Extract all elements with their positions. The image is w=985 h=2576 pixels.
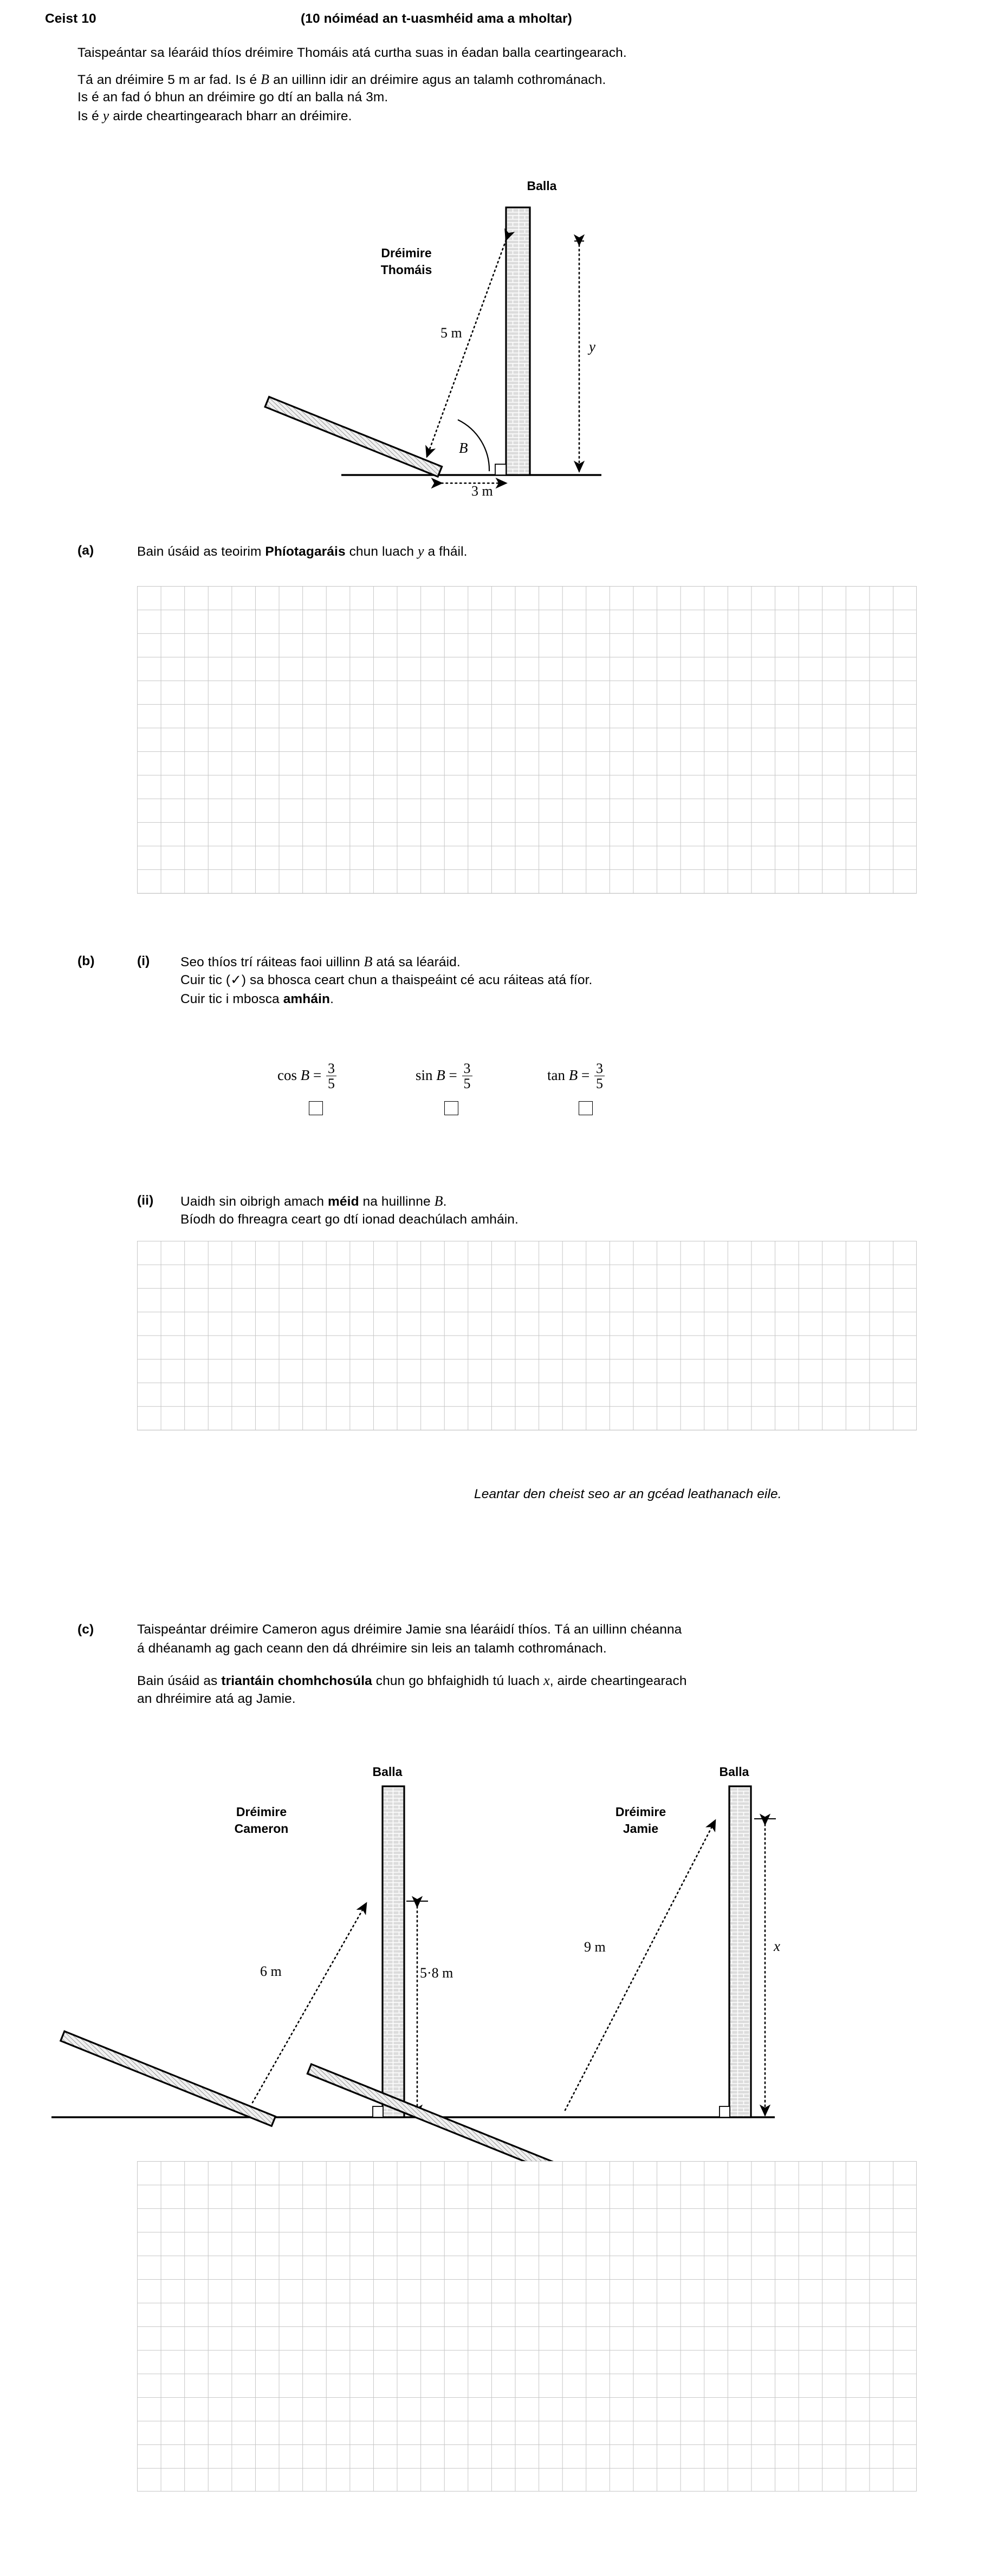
part-b-i-amhain: amháin (283, 992, 331, 1006)
part-a-text-b: chun luach (345, 544, 418, 559)
trig-fn-cos: cos (277, 1067, 297, 1083)
part-c-line-1: Taispeántar dréimire Cameron agus dréimire Jamie sna léaráidí thíos. Tá an uillinn chéanna (137, 1622, 682, 1637)
trig-den-sin: 5 (462, 1076, 472, 1091)
diagram-thomas-ladder (325, 162, 661, 498)
part-a-variable-y: y (418, 543, 424, 559)
ladder-label-thomas (358, 245, 455, 278)
checkbox-cos[interactable] (309, 1101, 323, 1115)
trig-var-sin: B (436, 1067, 445, 1083)
trig-fraction-sin (462, 1061, 472, 1091)
diagram-cameron-ladder (152, 1717, 455, 2150)
part-b-i-line-3 (180, 990, 334, 1009)
trig-num-tan: 3 (595, 1061, 603, 1076)
wall-label-jamie: Balla (719, 1765, 749, 1779)
trig-fraction-tan (594, 1061, 605, 1091)
part-b-i-line1-b: atá sa léaráid. (372, 955, 461, 970)
part-b-ii-line-2: Bíodh do fhreagra ceart go dtí ionad deachúlach amháin. (180, 1212, 519, 1227)
ladder-label-cameron (203, 1804, 320, 1837)
part-a-pythagoras: Phíotagaráis (265, 544, 346, 559)
part-a-text-a: Bain úsáid as teoirim (137, 544, 265, 559)
trig-den-tan: 5 (594, 1076, 605, 1091)
diagram-thomas-svg (325, 162, 661, 498)
part-a-marker: (a) (77, 543, 94, 558)
ladder-length-cameron: 6 m (260, 1963, 282, 1979)
ladder-label-jamie (582, 1804, 699, 1837)
part-b-i-line-2: Cuir tic (✓) sa bhosca ceart chun a thaispeáint cé acu ráiteas atá fíor. (180, 973, 593, 987)
answer-grid-part-c[interactable] (137, 2161, 917, 2492)
part-c-line3-a: Bain úsáid as (137, 1674, 222, 1688)
trig-den-cos: 5 (326, 1076, 336, 1091)
part-c-line-4: an dhréimire atá ag Jamie. (137, 1692, 296, 1706)
height-variable-y: y (102, 108, 109, 123)
intro-line-1: Taispeántar sa léaráid thíos dréimire Thomáis atá curtha suas in éadan balla ceartingearach. (77, 45, 627, 60)
part-b-i-line3-b: . (330, 992, 334, 1006)
part-b-i-line3-a: Cuir tic i mbosca (180, 992, 283, 1006)
trig-num-cos: 3 (327, 1061, 335, 1076)
part-c-line-3 (137, 1671, 687, 1691)
angle-label-thomas: B (459, 440, 468, 456)
checkbox-sin[interactable] (444, 1101, 458, 1115)
part-b-ii-line-1 (180, 1192, 447, 1212)
part-b-ii-line1-b: na huillinne (359, 1194, 435, 1209)
angle-variable-b: B (261, 71, 270, 87)
trig-statement-sin (416, 1062, 474, 1092)
intro-line-4-part-b: airde cheartingearach bharr an dréimire. (109, 109, 352, 123)
answer-grid-part-b-ii[interactable] (137, 1241, 917, 1430)
trig-eq-tan: = (581, 1067, 590, 1083)
trig-fn-sin: sin (416, 1067, 433, 1083)
question-number: Ceist 10 (45, 11, 96, 26)
part-b-marker: (b) (77, 954, 95, 968)
part-c-similar-triangles: triantáin chomhchosúla (221, 1674, 372, 1688)
trig-statement-cos (277, 1062, 338, 1092)
part-c-variable-x: x (543, 1673, 550, 1688)
height-label-cameron: 5·8 m (420, 1965, 453, 1981)
part-b-ii-variable-b: B (434, 1193, 443, 1209)
trig-var-cos: B (300, 1067, 310, 1083)
trig-eq-sin: = (449, 1067, 457, 1083)
ladder-label-cameron-line2: Cameron (234, 1822, 289, 1836)
part-b-ii-line1-a: Uaidh sin oibrigh amach (180, 1194, 328, 1209)
ladder-label-thomas-line1: Dréimire (381, 246, 432, 260)
part-b-ii-line1-c: . (443, 1194, 447, 1209)
trig-var-tan: B (568, 1067, 578, 1083)
continuation-note: Leantar den cheist seo ar an gcéad leathanach eile. (474, 1487, 782, 1501)
intro-line-3: Is é an fad ó bhun an dréimire go dtí an balla ná 3m. (77, 90, 388, 105)
part-b-i-variable-b: B (364, 954, 373, 970)
part-c-line-2: á dhéanamh ag gach ceann den dá dhréimire sin leis an talamh cothrománach. (137, 1641, 607, 1656)
trig-fraction-cos (326, 1061, 336, 1091)
base-length-thomas: 3 m (471, 483, 493, 499)
ladder-label-jamie-line1: Dréimire (615, 1805, 666, 1819)
ladder-length-thomas: 5 m (440, 325, 462, 341)
intro-line-2 (77, 70, 606, 90)
diagram-cameron-svg (152, 1717, 455, 2150)
part-b-i-line1-a: Seo thíos trí ráiteas faoi uillinn (180, 955, 364, 970)
part-b-i-marker: (i) (137, 954, 150, 968)
intro-line-4 (77, 106, 352, 126)
part-c-line3-b: chun go bhfaighidh tú luach (372, 1674, 544, 1688)
part-b-ii-marker: (ii) (137, 1193, 154, 1208)
part-b-ii-meid: méid (328, 1194, 359, 1209)
part-a-text-c: a fháil. (424, 544, 468, 559)
trig-fn-tan: tan (547, 1067, 565, 1083)
checkbox-tan[interactable] (579, 1101, 593, 1115)
part-b-i-line-1 (180, 952, 461, 972)
diagram-jamie-ladder (520, 1717, 829, 2150)
part-c-marker: (c) (77, 1622, 94, 1637)
intro-line-2-part-a: Tá an dréimire 5 m ar fad. Is é (77, 73, 261, 87)
trig-statement-tan (547, 1062, 606, 1092)
part-c-line3-c: , airde cheartingearach (549, 1674, 687, 1688)
ladder-label-thomas-line2: Thomáis (380, 263, 432, 277)
height-label-jamie: x (774, 1938, 780, 1954)
intro-line-4-part-a: Is é (77, 109, 103, 123)
part-a-text (137, 542, 468, 562)
height-label-thomas: y (589, 339, 595, 355)
ladder-length-jamie: 9 m (584, 1939, 606, 1955)
ladder-label-cameron-line1: Dréimire (236, 1805, 287, 1819)
answer-grid-part-a[interactable] (137, 586, 917, 894)
ladder-label-jamie-line2: Jamie (623, 1822, 659, 1836)
trig-num-sin: 3 (463, 1061, 471, 1076)
time-allocation-note: (10 nóiméad an t-uasmhéid ama a mholtar) (301, 11, 572, 26)
diagram-jamie-svg (520, 1717, 829, 2150)
intro-line-2-part-b: an uillinn idir an dréimire agus an talamh cothrománach. (269, 73, 606, 87)
trig-eq-cos: = (313, 1067, 322, 1083)
wall-label-thomas: Balla (527, 179, 557, 193)
wall-label-cameron: Balla (372, 1765, 403, 1779)
